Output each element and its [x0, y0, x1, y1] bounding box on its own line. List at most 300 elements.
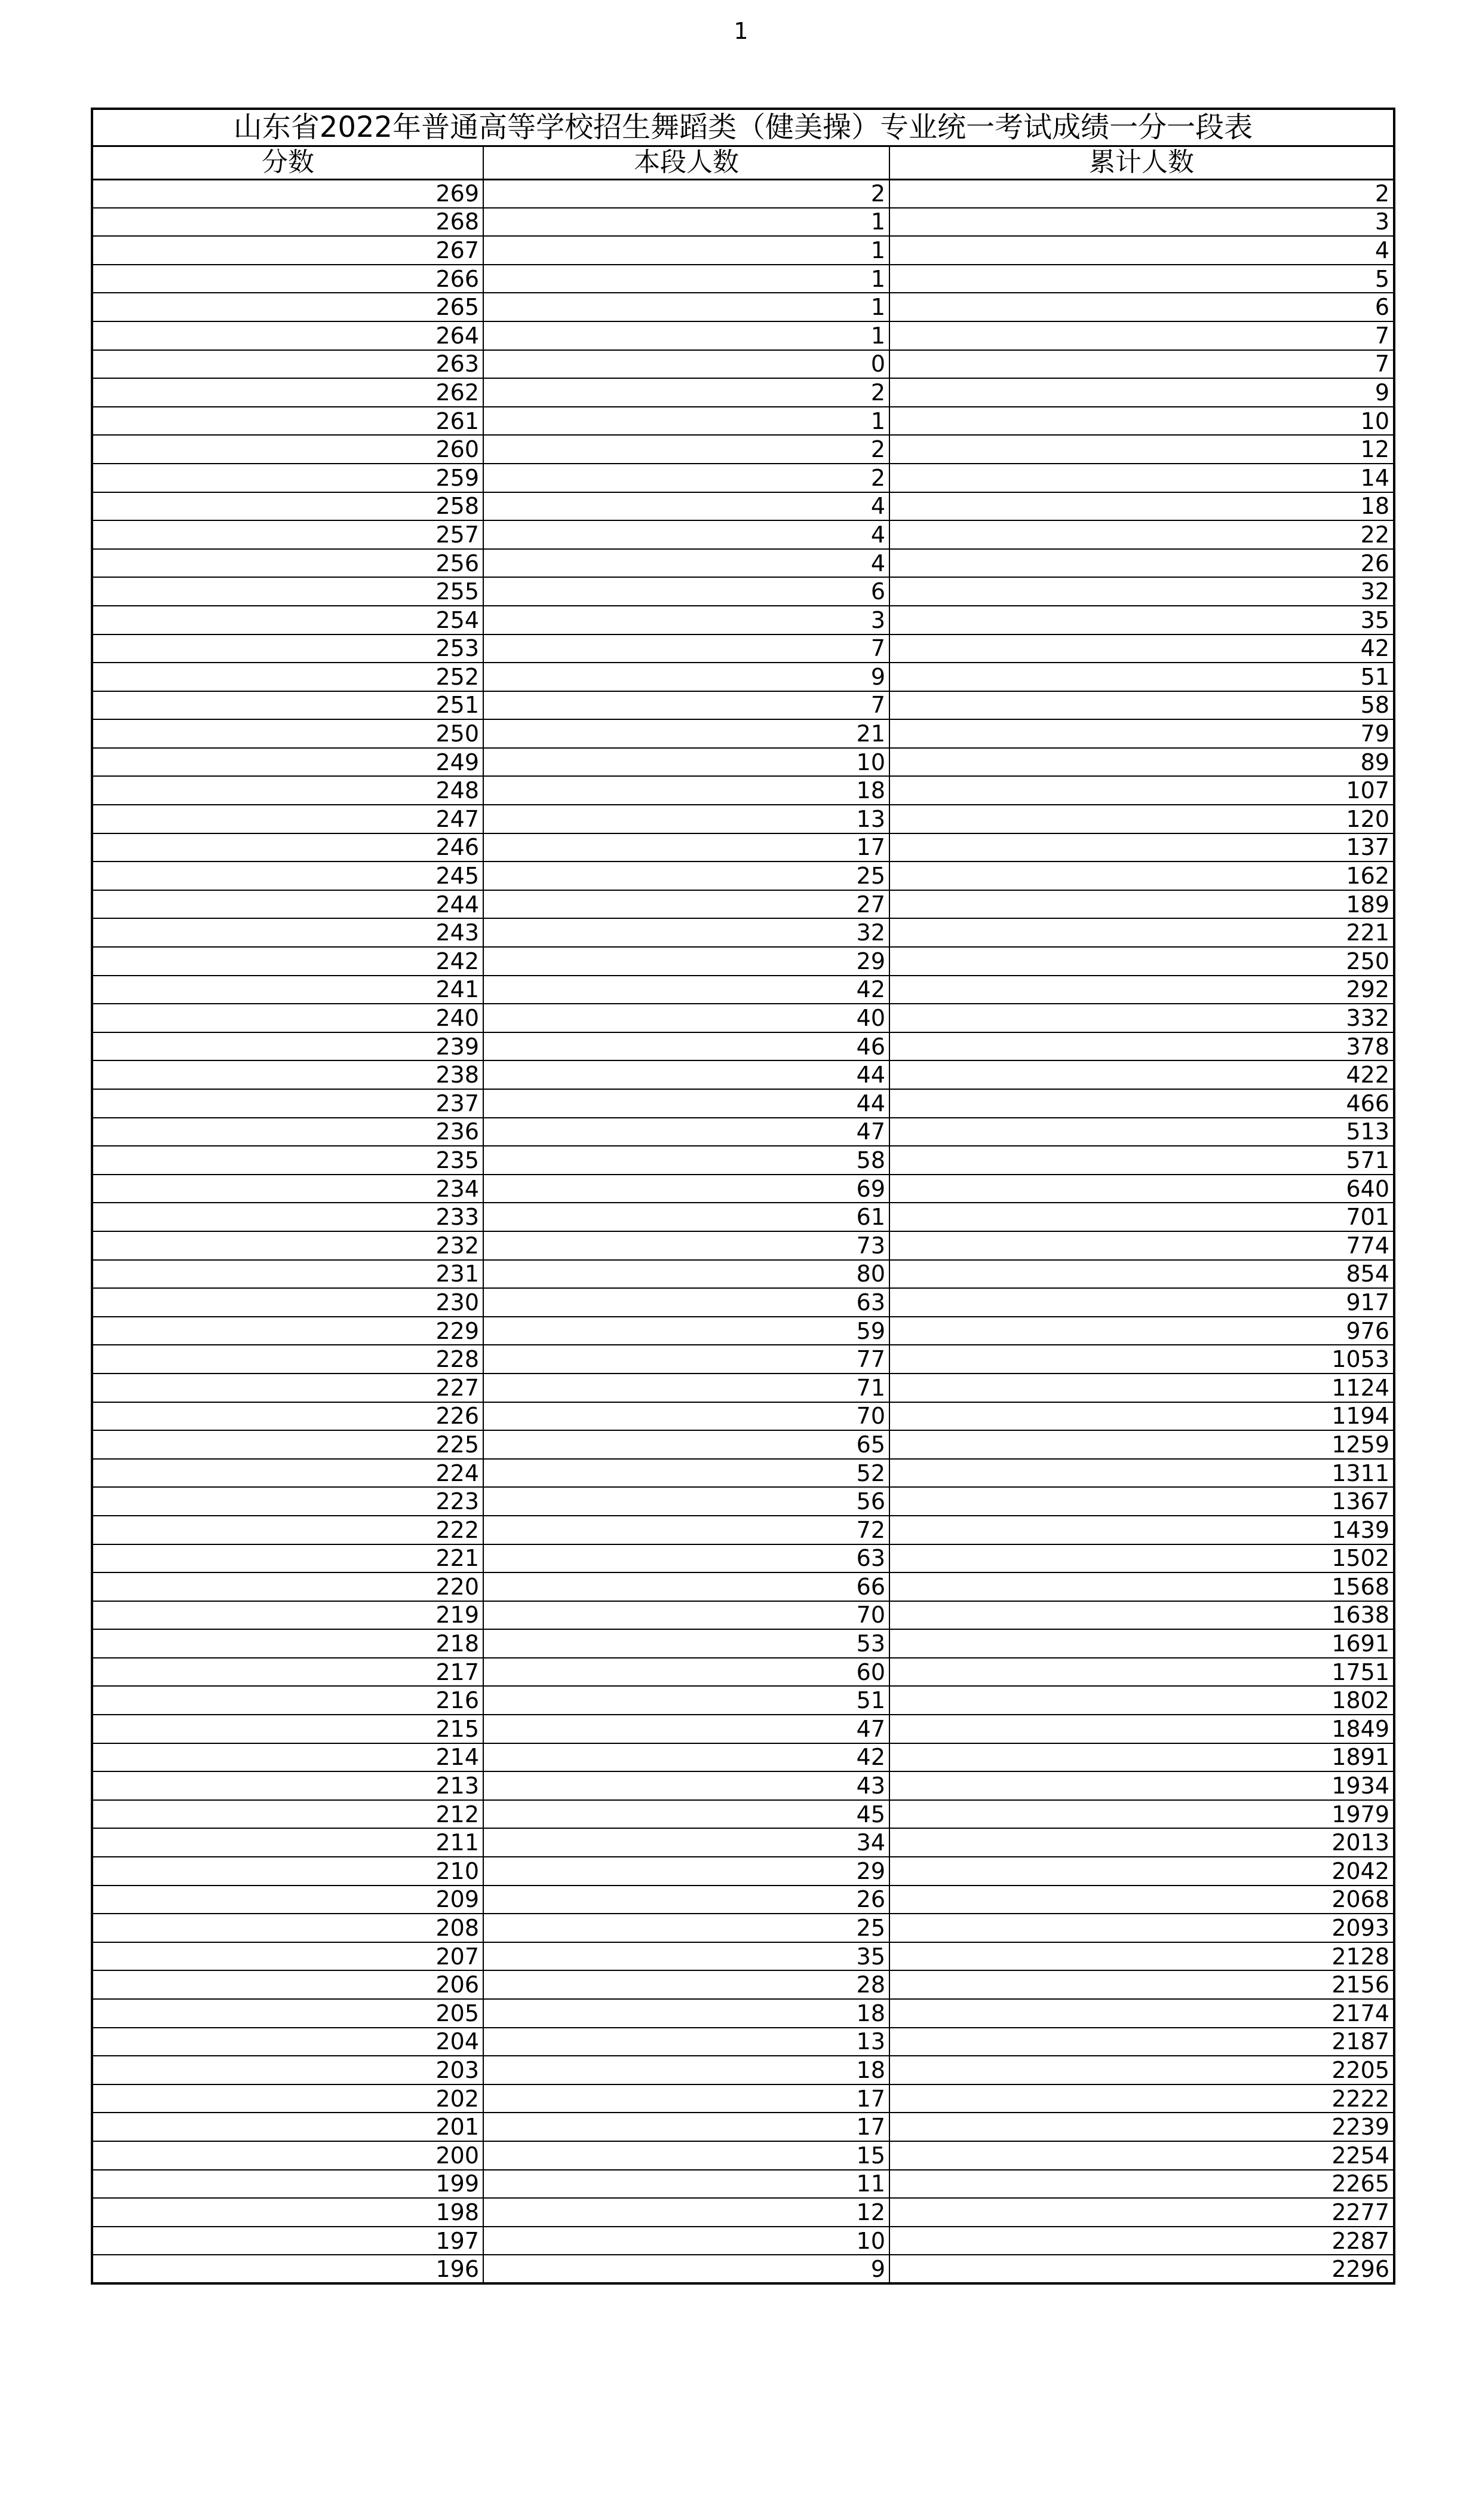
- score-cell: 221: [92, 1544, 483, 1573]
- table-title: 山东省2022年普通高等学校招生舞蹈类（健美操）专业统一考试成绩一分一段表: [92, 109, 1394, 146]
- score-distribution-table: [91, 108, 1395, 2285]
- score-cell: 235: [92, 1146, 483, 1175]
- table-row: [92, 1430, 1394, 1459]
- table-row: [92, 862, 1394, 890]
- segment-count-cell: 59: [483, 1317, 889, 1345]
- table-row: [92, 748, 1394, 777]
- table-row: [92, 378, 1394, 407]
- segment-count-cell: 42: [483, 976, 889, 1004]
- table-row: [92, 549, 1394, 578]
- segment-count-cell: 73: [483, 1231, 889, 1260]
- cumulative-count-cell: 9: [889, 378, 1394, 407]
- score-cell: 264: [92, 321, 483, 350]
- segment-count-cell: 1: [483, 265, 889, 293]
- cumulative-count-cell: 221: [889, 918, 1394, 947]
- score-cell: 215: [92, 1715, 483, 1743]
- segment-count-cell: 18: [483, 1999, 889, 2028]
- segment-count-cell: 69: [483, 1175, 889, 1203]
- score-cell: 239: [92, 1032, 483, 1061]
- segment-count-cell: 2: [483, 179, 889, 208]
- table-row: [92, 2255, 1394, 2283]
- segment-count-cell: 77: [483, 1345, 889, 1374]
- table-row: [92, 2084, 1394, 2113]
- score-cell: 214: [92, 1743, 483, 1772]
- table-row: [92, 1317, 1394, 1345]
- table-row: [92, 890, 1394, 919]
- score-cell: 229: [92, 1317, 483, 1345]
- table-row: [92, 1629, 1394, 1658]
- score-cell: 223: [92, 1487, 483, 1516]
- segment-count-cell: 7: [483, 634, 889, 663]
- segment-count-cell: 61: [483, 1203, 889, 1231]
- cumulative-count-cell: 14: [889, 464, 1394, 492]
- table-row: [92, 1118, 1394, 1146]
- table-row: [92, 1175, 1394, 1203]
- segment-count-cell: 3: [483, 606, 889, 634]
- segment-count-cell: 56: [483, 1487, 889, 1516]
- table-body: [92, 179, 1394, 2283]
- table-row: [92, 577, 1394, 606]
- score-cell: 253: [92, 634, 483, 663]
- segment-count-cell: 1: [483, 236, 889, 265]
- table-row: [92, 691, 1394, 720]
- score-cell: 220: [92, 1572, 483, 1601]
- segment-count-cell: 47: [483, 1118, 889, 1146]
- cumulative-count-cell: 1638: [889, 1601, 1394, 1630]
- cumulative-count-cell: 137: [889, 833, 1394, 862]
- segment-count-cell: 71: [483, 1374, 889, 1402]
- table-row: [92, 1914, 1394, 1942]
- segment-count-cell: 18: [483, 776, 889, 805]
- cumulative-count-cell: 2265: [889, 2170, 1394, 2199]
- segment-count-cell: 34: [483, 1828, 889, 1857]
- segment-count-cell: 63: [483, 1544, 889, 1573]
- cumulative-count-cell: 35: [889, 606, 1394, 634]
- score-cell: 216: [92, 1686, 483, 1715]
- segment-count-cell: 4: [483, 492, 889, 521]
- table-row: [92, 1487, 1394, 1516]
- cumulative-count-cell: 2042: [889, 1857, 1394, 1886]
- score-cell: 200: [92, 2141, 483, 2170]
- cumulative-count-cell: 1849: [889, 1715, 1394, 1743]
- segment-count-cell: 66: [483, 1572, 889, 1601]
- cumulative-count-cell: 7: [889, 350, 1394, 379]
- segment-count-cell: 46: [483, 1032, 889, 1061]
- score-cell: 266: [92, 265, 483, 293]
- table-row: [92, 663, 1394, 691]
- table-row: [92, 1572, 1394, 1601]
- score-cell: 243: [92, 918, 483, 947]
- table-row: [92, 947, 1394, 976]
- score-cell: 268: [92, 208, 483, 237]
- table-row: [92, 1203, 1394, 1231]
- page-number: 1: [734, 18, 748, 44]
- cumulative-count-cell: 2187: [889, 2028, 1394, 2056]
- score-cell: 260: [92, 435, 483, 464]
- score-cell: 217: [92, 1658, 483, 1687]
- cumulative-count-cell: 2174: [889, 1999, 1394, 2028]
- cumulative-count-cell: 332: [889, 1004, 1394, 1032]
- segment-count-cell: 70: [483, 1601, 889, 1630]
- score-cell: 218: [92, 1629, 483, 1658]
- score-cell: 228: [92, 1345, 483, 1374]
- table-row: [92, 1686, 1394, 1715]
- score-cell: 206: [92, 1970, 483, 1999]
- table-row: [92, 2170, 1394, 2199]
- table-row: [92, 1260, 1394, 1289]
- table-header-row: [92, 146, 1394, 179]
- score-cell: 203: [92, 2056, 483, 2084]
- cumulative-count-cell: 1934: [889, 1771, 1394, 1800]
- table-row: [92, 918, 1394, 947]
- score-cell: 248: [92, 776, 483, 805]
- segment-count-cell: 25: [483, 1914, 889, 1942]
- segment-count-cell: 28: [483, 1970, 889, 1999]
- cumulative-count-cell: 2: [889, 179, 1394, 208]
- table-row: [92, 1004, 1394, 1032]
- cumulative-count-cell: 162: [889, 862, 1394, 890]
- segment-count-cell: 1: [483, 321, 889, 350]
- cumulative-count-cell: 2277: [889, 2198, 1394, 2227]
- table-row: [92, 776, 1394, 805]
- segment-count-cell: 29: [483, 1857, 889, 1886]
- cumulative-count-cell: 1691: [889, 1629, 1394, 1658]
- segment-count-cell: 32: [483, 918, 889, 947]
- table-row: [92, 208, 1394, 237]
- segment-count-cell: 25: [483, 862, 889, 890]
- score-cell: 213: [92, 1771, 483, 1800]
- score-cell: 202: [92, 2084, 483, 2113]
- table-row: [92, 1800, 1394, 1829]
- segment-count-cell: 12: [483, 2198, 889, 2227]
- table-row: [92, 179, 1394, 208]
- score-cell: 198: [92, 2198, 483, 2227]
- score-cell: 207: [92, 1942, 483, 1971]
- table-row: [92, 1516, 1394, 1544]
- score-cell: 269: [92, 179, 483, 208]
- table-row: [92, 976, 1394, 1004]
- score-cell: 250: [92, 719, 483, 748]
- cumulative-count-cell: 1053: [889, 1345, 1394, 1374]
- table-row: [92, 492, 1394, 521]
- table-row: [92, 1544, 1394, 1573]
- table-row: [92, 1402, 1394, 1431]
- score-cell: 225: [92, 1430, 483, 1459]
- score-cell: 245: [92, 862, 483, 890]
- segment-count-cell: 44: [483, 1089, 889, 1118]
- segment-count-cell: 53: [483, 1629, 889, 1658]
- table-row: [92, 1886, 1394, 1914]
- cumulative-count-cell: 1751: [889, 1658, 1394, 1687]
- table-row: [92, 293, 1394, 321]
- cumulative-count-cell: 2205: [889, 2056, 1394, 2084]
- score-cell: 205: [92, 1999, 483, 2028]
- score-cell: 209: [92, 1886, 483, 1914]
- score-cell: 246: [92, 833, 483, 862]
- table-row: [92, 236, 1394, 265]
- segment-count-cell: 29: [483, 947, 889, 976]
- score-cell: 210: [92, 1857, 483, 1886]
- score-cell: 267: [92, 236, 483, 265]
- score-cell: 231: [92, 1260, 483, 1289]
- cumulative-count-cell: 2296: [889, 2255, 1394, 2283]
- score-cell: 261: [92, 407, 483, 436]
- cumulative-count-cell: 2287: [889, 2227, 1394, 2255]
- cumulative-count-cell: 1367: [889, 1487, 1394, 1516]
- cumulative-count-cell: 22: [889, 520, 1394, 549]
- table-row: [92, 805, 1394, 833]
- cumulative-count-cell: 774: [889, 1231, 1394, 1260]
- table-row: [92, 1146, 1394, 1175]
- segment-count-cell: 65: [483, 1430, 889, 1459]
- score-cell: 197: [92, 2227, 483, 2255]
- segment-count-cell: 1: [483, 407, 889, 436]
- score-cell: 222: [92, 1516, 483, 1544]
- segment-count-cell: 10: [483, 2227, 889, 2255]
- table-row: [92, 2056, 1394, 2084]
- segment-count-cell: 4: [483, 520, 889, 549]
- score-cell: 240: [92, 1004, 483, 1032]
- table-row: [92, 520, 1394, 549]
- table-row: [92, 321, 1394, 350]
- cumulative-count-cell: 292: [889, 976, 1394, 1004]
- cumulative-count-cell: 422: [889, 1060, 1394, 1089]
- table-row: [92, 1743, 1394, 1772]
- segment-count-cell: 13: [483, 2028, 889, 2056]
- table-row: [92, 1857, 1394, 1886]
- segment-count-cell: 42: [483, 1743, 889, 1772]
- segment-count-cell: 4: [483, 549, 889, 578]
- table-row: [92, 1060, 1394, 1089]
- segment-count-cell: 6: [483, 577, 889, 606]
- table-row: [92, 1658, 1394, 1687]
- table-title-row: [92, 109, 1394, 146]
- segment-count-cell: 44: [483, 1060, 889, 1089]
- score-cell: 226: [92, 1402, 483, 1431]
- cumulative-count-cell: 571: [889, 1146, 1394, 1175]
- table-row: [92, 2113, 1394, 2141]
- segment-count-cell: 13: [483, 805, 889, 833]
- score-cell: 204: [92, 2028, 483, 2056]
- table-row: [92, 1089, 1394, 1118]
- cumulative-count-cell: 18: [889, 492, 1394, 521]
- table-row: [92, 1459, 1394, 1488]
- segment-count-cell: 72: [483, 1516, 889, 1544]
- cumulative-count-cell: 701: [889, 1203, 1394, 1231]
- table-row: [92, 1231, 1394, 1260]
- segment-count-cell: 45: [483, 1800, 889, 1829]
- segment-count-cell: 2: [483, 464, 889, 492]
- cumulative-count-cell: 2068: [889, 1886, 1394, 1914]
- cumulative-count-cell: 5: [889, 265, 1394, 293]
- table-row: [92, 435, 1394, 464]
- score-cell: 258: [92, 492, 483, 521]
- segment-count-cell: 17: [483, 2113, 889, 2141]
- score-cell: 247: [92, 805, 483, 833]
- cumulative-count-cell: 1502: [889, 1544, 1394, 1573]
- score-cell: 241: [92, 976, 483, 1004]
- score-cell: 254: [92, 606, 483, 634]
- score-cell: 212: [92, 1800, 483, 1829]
- cumulative-count-cell: 32: [889, 577, 1394, 606]
- segment-count-cell: 9: [483, 663, 889, 691]
- table-row: [92, 634, 1394, 663]
- table-row: [92, 1771, 1394, 1800]
- cumulative-count-cell: 2254: [889, 2141, 1394, 2170]
- cumulative-count-cell: 378: [889, 1032, 1394, 1061]
- segment-count-cell: 70: [483, 1402, 889, 1431]
- table-row: [92, 407, 1394, 436]
- segment-count-cell: 52: [483, 1459, 889, 1488]
- segment-count-cell: 2: [483, 378, 889, 407]
- cumulative-count-cell: 640: [889, 1175, 1394, 1203]
- cumulative-count-cell: 3: [889, 208, 1394, 237]
- cumulative-count-cell: 1194: [889, 1402, 1394, 1431]
- score-cell: 211: [92, 1828, 483, 1857]
- table-row: [92, 1715, 1394, 1743]
- score-cell: 227: [92, 1374, 483, 1402]
- cumulative-count-cell: 1891: [889, 1743, 1394, 1772]
- cumulative-count-cell: 4: [889, 236, 1394, 265]
- cumulative-count-cell: 513: [889, 1118, 1394, 1146]
- cumulative-count-cell: 2128: [889, 1942, 1394, 1971]
- table-row: [92, 1942, 1394, 1971]
- score-cell: 232: [92, 1231, 483, 1260]
- score-cell: 259: [92, 464, 483, 492]
- score-cell: 238: [92, 1060, 483, 1089]
- score-cell: 257: [92, 520, 483, 549]
- cumulative-count-cell: 1802: [889, 1686, 1394, 1715]
- cumulative-count-cell: 189: [889, 890, 1394, 919]
- cumulative-count-cell: 10: [889, 407, 1394, 436]
- score-cell: 237: [92, 1089, 483, 1118]
- cumulative-count-cell: 976: [889, 1317, 1394, 1345]
- table-row: [92, 2227, 1394, 2255]
- score-cell: 263: [92, 350, 483, 379]
- score-cell: 244: [92, 890, 483, 919]
- cumulative-count-cell: 51: [889, 663, 1394, 691]
- table-row: [92, 2141, 1394, 2170]
- segment-count-cell: 35: [483, 1942, 889, 1971]
- score-cell: 242: [92, 947, 483, 976]
- segment-count-cell: 0: [483, 350, 889, 379]
- cumulative-count-cell: 917: [889, 1288, 1394, 1317]
- segment-count-cell: 1: [483, 208, 889, 237]
- table-row: [92, 1288, 1394, 1317]
- score-cell: 262: [92, 378, 483, 407]
- header-cumulative-count: 累计人数: [889, 146, 1394, 179]
- segment-count-cell: 10: [483, 748, 889, 777]
- cumulative-count-cell: 466: [889, 1089, 1394, 1118]
- table-row: [92, 833, 1394, 862]
- cumulative-count-cell: 12: [889, 435, 1394, 464]
- cumulative-count-cell: 107: [889, 776, 1394, 805]
- score-cell: 256: [92, 549, 483, 578]
- cumulative-count-cell: 1979: [889, 1800, 1394, 1829]
- table-row: [92, 2028, 1394, 2056]
- segment-count-cell: 40: [483, 1004, 889, 1032]
- score-cell: 208: [92, 1914, 483, 1942]
- cumulative-count-cell: 1311: [889, 1459, 1394, 1488]
- score-cell: 219: [92, 1601, 483, 1630]
- segment-count-cell: 27: [483, 890, 889, 919]
- score-cell: 249: [92, 748, 483, 777]
- cumulative-count-cell: 2013: [889, 1828, 1394, 1857]
- cumulative-count-cell: 854: [889, 1260, 1394, 1289]
- score-cell: 233: [92, 1203, 483, 1231]
- cumulative-count-cell: 58: [889, 691, 1394, 720]
- score-cell: 265: [92, 293, 483, 321]
- table-row: [92, 1374, 1394, 1402]
- table-row: [92, 350, 1394, 379]
- segment-count-cell: 21: [483, 719, 889, 748]
- score-cell: 234: [92, 1175, 483, 1203]
- segment-count-cell: 17: [483, 2084, 889, 2113]
- segment-count-cell: 15: [483, 2141, 889, 2170]
- segment-count-cell: 80: [483, 1260, 889, 1289]
- segment-count-cell: 17: [483, 833, 889, 862]
- cumulative-count-cell: 2222: [889, 2084, 1394, 2113]
- score-cell: 236: [92, 1118, 483, 1146]
- table-row: [92, 1032, 1394, 1061]
- cumulative-count-cell: 250: [889, 947, 1394, 976]
- cumulative-count-cell: 1439: [889, 1516, 1394, 1544]
- cumulative-count-cell: 6: [889, 293, 1394, 321]
- cumulative-count-cell: 1259: [889, 1430, 1394, 1459]
- score-cell: 230: [92, 1288, 483, 1317]
- score-cell: 199: [92, 2170, 483, 2199]
- cumulative-count-cell: 42: [889, 634, 1394, 663]
- table-row: [92, 1970, 1394, 1999]
- cumulative-count-cell: 1124: [889, 1374, 1394, 1402]
- cumulative-count-cell: 2239: [889, 2113, 1394, 2141]
- score-cell: 196: [92, 2255, 483, 2283]
- score-cell: 252: [92, 663, 483, 691]
- table-row: [92, 1828, 1394, 1857]
- cumulative-count-cell: 1568: [889, 1572, 1394, 1601]
- header-segment-count: 本段人数: [483, 146, 889, 179]
- segment-count-cell: 2: [483, 435, 889, 464]
- segment-count-cell: 47: [483, 1715, 889, 1743]
- segment-count-cell: 43: [483, 1771, 889, 1800]
- score-cell: 224: [92, 1459, 483, 1488]
- segment-count-cell: 9: [483, 2255, 889, 2283]
- table-row: [92, 464, 1394, 492]
- segment-count-cell: 60: [483, 1658, 889, 1687]
- cumulative-count-cell: 89: [889, 748, 1394, 777]
- segment-count-cell: 18: [483, 2056, 889, 2084]
- table-row: [92, 1601, 1394, 1630]
- cumulative-count-cell: 26: [889, 549, 1394, 578]
- score-cell: 255: [92, 577, 483, 606]
- segment-count-cell: 58: [483, 1146, 889, 1175]
- cumulative-count-cell: 120: [889, 805, 1394, 833]
- table-row: [92, 606, 1394, 634]
- segment-count-cell: 63: [483, 1288, 889, 1317]
- cumulative-count-cell: 7: [889, 321, 1394, 350]
- table-row: [92, 265, 1394, 293]
- segment-count-cell: 7: [483, 691, 889, 720]
- segment-count-cell: 1: [483, 293, 889, 321]
- header-score: 分数: [92, 146, 483, 179]
- score-cell: 201: [92, 2113, 483, 2141]
- cumulative-count-cell: 79: [889, 719, 1394, 748]
- cumulative-count-cell: 2156: [889, 1970, 1394, 1999]
- table-row: [92, 1345, 1394, 1374]
- table-row: [92, 719, 1394, 748]
- segment-count-cell: 51: [483, 1686, 889, 1715]
- segment-count-cell: 26: [483, 1886, 889, 1914]
